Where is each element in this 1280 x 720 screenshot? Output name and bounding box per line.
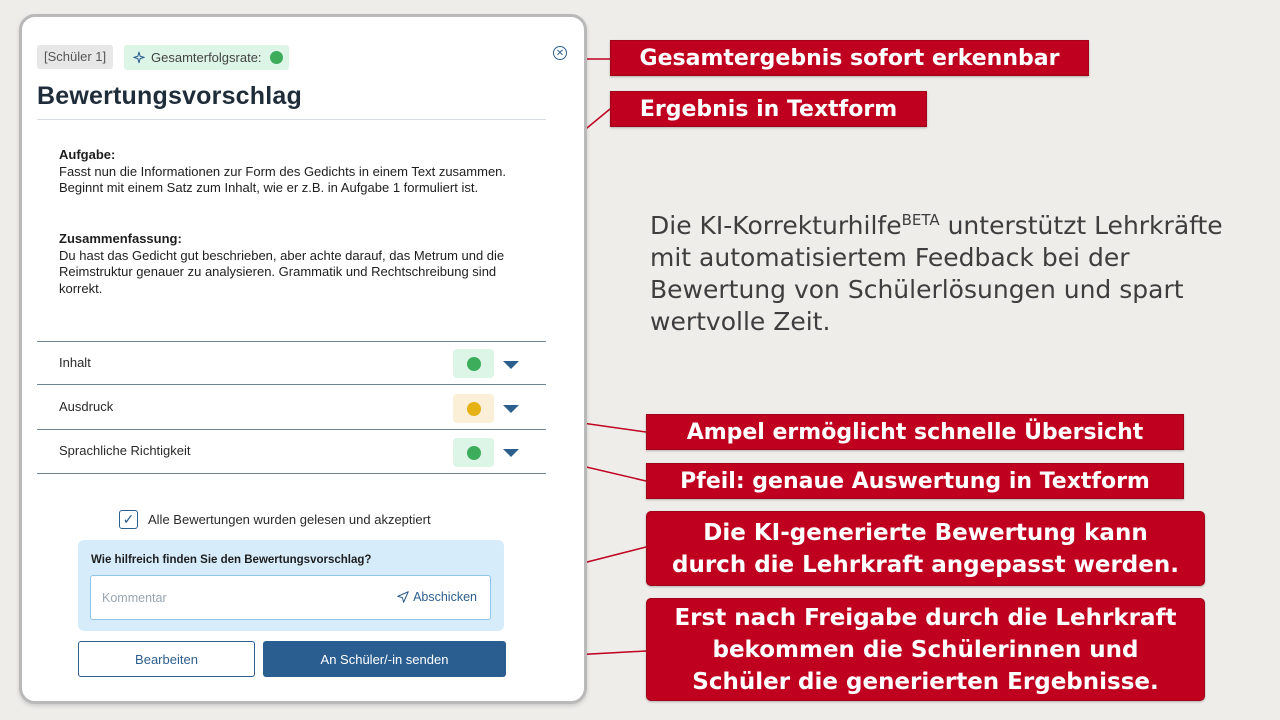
overall-success-rate-badge (124, 45, 289, 70)
page-title: Bewertungsvorschlag (37, 82, 302, 110)
traffic-light-content (453, 349, 494, 378)
edit-button[interactable]: Bearbeiten (78, 641, 255, 677)
close-icon[interactable]: ✕ (553, 46, 567, 60)
expand-chevron-icon[interactable] (503, 361, 519, 369)
status-light-icon (467, 357, 481, 371)
send-to-student-button[interactable]: An Schüler/-in senden (263, 641, 506, 677)
callout-arrow: Pfeil: genaue Auswertung in Textform (646, 463, 1184, 499)
callout-text-result: Ergebnis in Textform (610, 91, 927, 127)
success-rate-indicator (270, 51, 283, 64)
callout-editable-line-1: Die KI-generierte Bewertung kann (703, 519, 1148, 546)
criteria-divider (37, 341, 546, 342)
row-divider (37, 473, 546, 474)
description-rest: unterstützt Lehrkräfte mit automatisiertem Feedback bei der Bewertung von Schülerlösungen und spart wertvolle Zeit. (650, 211, 1223, 336)
feedback-box (78, 540, 504, 631)
comment-input[interactable] (90, 575, 491, 620)
callout-editable (646, 511, 1205, 586)
callout-release-line-1: Erst nach Freigabe durch die Lehrkraft (674, 604, 1177, 631)
status-light-icon (467, 446, 481, 460)
callout-overall-result: Gesamtergebnis sofort erkennbar (610, 40, 1089, 76)
row-divider (37, 429, 546, 430)
traffic-light-language (453, 438, 494, 467)
success-rate-label: Gesamterfolgsrate: (151, 50, 262, 65)
criterion-label-expression: Ausdruck (59, 399, 114, 414)
submit-feedback-label: Abschicken (413, 590, 477, 604)
traffic-light-expression (453, 394, 494, 423)
submit-feedback-button[interactable] (396, 590, 477, 604)
status-light-icon (467, 402, 481, 416)
feedback-question: Wie hilfreich finden Sie den Bewertungsvorschlag? (91, 554, 372, 566)
expand-chevron-icon[interactable] (503, 449, 519, 457)
title-divider (37, 119, 546, 120)
row-divider (37, 384, 546, 385)
expand-chevron-icon[interactable] (503, 405, 519, 413)
task-label: Aufgabe: (59, 147, 116, 162)
criterion-label-language: Sprachliche Richtigkeit (59, 443, 191, 458)
accept-checkbox[interactable]: ✓ (119, 510, 138, 529)
task-section (59, 147, 529, 197)
summary-section (59, 231, 529, 297)
callout-traffic-light: Ampel ermöglicht schnelle Übersicht (646, 414, 1184, 450)
sparkle-icon (132, 51, 146, 65)
criterion-label-content: Inhalt (59, 355, 91, 370)
callout-release-line-3: Schüler die generierten Ergebnisse. (692, 668, 1159, 695)
student-tag: [Schüler 1] (37, 45, 113, 69)
callout-release-line-2: bekommen die Schülerinnen und (712, 636, 1139, 663)
summary-text: Du hast das Gedicht gut beschrieben, aber achte darauf, das Metrum und die Reimstruktur genauer zu analysieren. Grammatik und Rechtschreibung sind korrekt. (59, 247, 505, 296)
comment-placeholder: Kommentar (102, 591, 167, 605)
send-icon (396, 590, 410, 604)
beta-superscript: BETA (901, 211, 940, 229)
product-description (650, 210, 1250, 338)
task-text: Fasst nun die Informationen zur Form des Gedichts in einem Text zusammen. Beginnt mit einem Satz zum Inhalt, wie er z.B. in Aufgabe 1 formuliert ist. (59, 163, 507, 195)
accept-label: Alle Bewertungen wurden gelesen und akzeptiert (148, 512, 431, 527)
callout-editable-line-2: durch die Lehrkraft angepasst werden. (672, 551, 1179, 578)
callout-release (646, 598, 1205, 701)
summary-label: Zusammenfassung: (59, 231, 182, 246)
description-prefix: Die KI-Korrekturhilfe (650, 211, 902, 240)
